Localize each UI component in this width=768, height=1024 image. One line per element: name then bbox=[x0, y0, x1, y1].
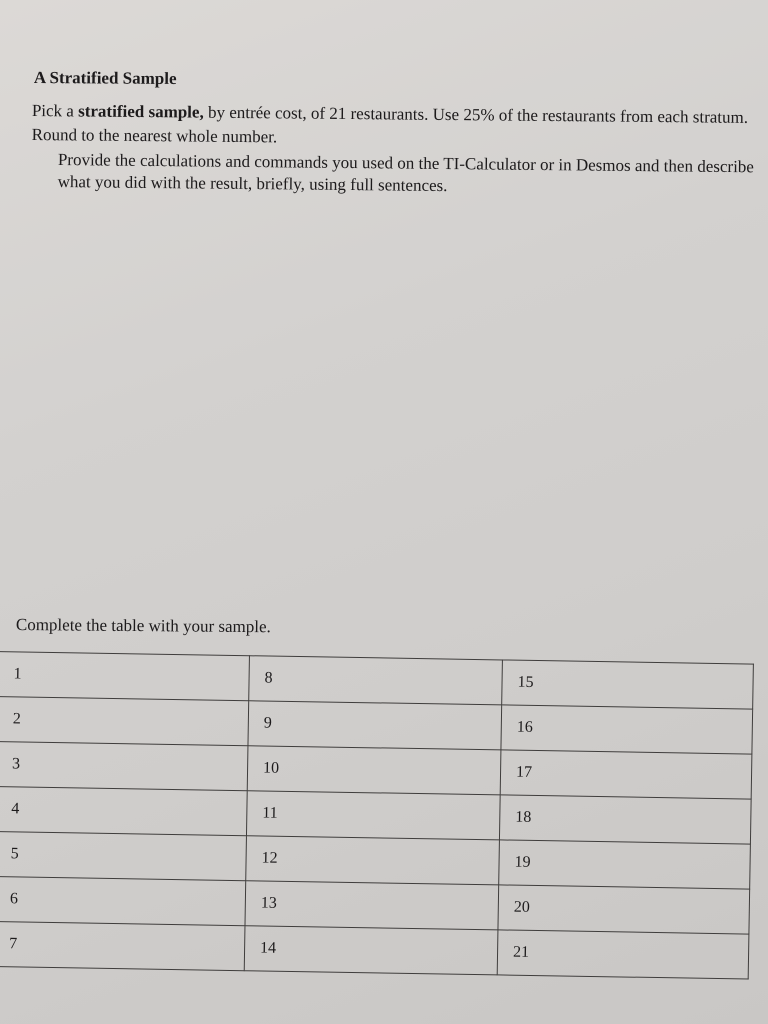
row-number: 15 bbox=[517, 673, 534, 691]
row-number: 14 bbox=[259, 939, 277, 957]
section-title: A Stratified Sample bbox=[33, 68, 177, 88]
instruction-paragraph-1 bbox=[32, 99, 752, 154]
table-cell[interactable] bbox=[0, 921, 245, 970]
table-cell[interactable] bbox=[0, 831, 246, 880]
table-cell[interactable] bbox=[249, 656, 503, 705]
row-number: 6 bbox=[9, 890, 19, 908]
table-cell[interactable] bbox=[245, 881, 499, 930]
row-number: 1 bbox=[13, 665, 22, 683]
row-number: 4 bbox=[11, 800, 20, 818]
table-cell[interactable] bbox=[246, 836, 500, 885]
table-cell[interactable] bbox=[246, 791, 500, 840]
row-number: 11 bbox=[262, 804, 278, 822]
row-number: 12 bbox=[261, 849, 278, 867]
instruction-paragraph-2: Provide the calculations and commands you used on the TI-Calculator or in Desmos and then describe what you did with the result, briefly, using full sentences. bbox=[57, 149, 754, 196]
table-cell[interactable] bbox=[0, 876, 246, 925]
table-cell[interactable] bbox=[499, 795, 751, 844]
row-number: 5 bbox=[10, 845, 19, 863]
table-instruction-label: Complete the table with your sample. bbox=[15, 615, 271, 637]
instruction-text-start: Pick a bbox=[31, 100, 79, 121]
row-number: 3 bbox=[11, 755, 21, 773]
table-cell[interactable] bbox=[502, 660, 754, 709]
table-cell[interactable] bbox=[500, 750, 752, 799]
row-number: 8 bbox=[264, 669, 273, 687]
row-number: 2 bbox=[12, 710, 22, 728]
row-number: 10 bbox=[262, 759, 280, 777]
table-cell[interactable] bbox=[244, 926, 498, 975]
row-number: 7 bbox=[9, 935, 18, 953]
sample-table bbox=[0, 651, 754, 980]
row-number: 16 bbox=[516, 718, 533, 736]
table-cell[interactable] bbox=[248, 701, 502, 750]
table-cell[interactable] bbox=[0, 786, 247, 835]
row-number: 13 bbox=[260, 894, 277, 912]
row-number: 21 bbox=[512, 943, 530, 961]
row-number: 20 bbox=[513, 898, 530, 916]
table-cell[interactable] bbox=[498, 885, 750, 934]
table-cell[interactable] bbox=[247, 746, 501, 795]
table-cell[interactable] bbox=[0, 652, 249, 701]
instruction-text-end: by entrée cost, of 21 restaurants. Use 25% of the restaurants from each stratum. Round to the nearest whole number. bbox=[31, 102, 749, 147]
row-number: 19 bbox=[514, 853, 531, 871]
row-number: 9 bbox=[263, 714, 272, 732]
instruction-bold-term: stratified sample, bbox=[78, 101, 204, 122]
table-cell[interactable] bbox=[501, 705, 753, 754]
table-cell[interactable] bbox=[0, 697, 249, 746]
table-cell[interactable] bbox=[0, 741, 248, 790]
table-cell[interactable] bbox=[499, 840, 751, 889]
row-number: 18 bbox=[515, 808, 532, 826]
table-cell[interactable] bbox=[497, 930, 749, 979]
row-number: 17 bbox=[515, 763, 533, 781]
